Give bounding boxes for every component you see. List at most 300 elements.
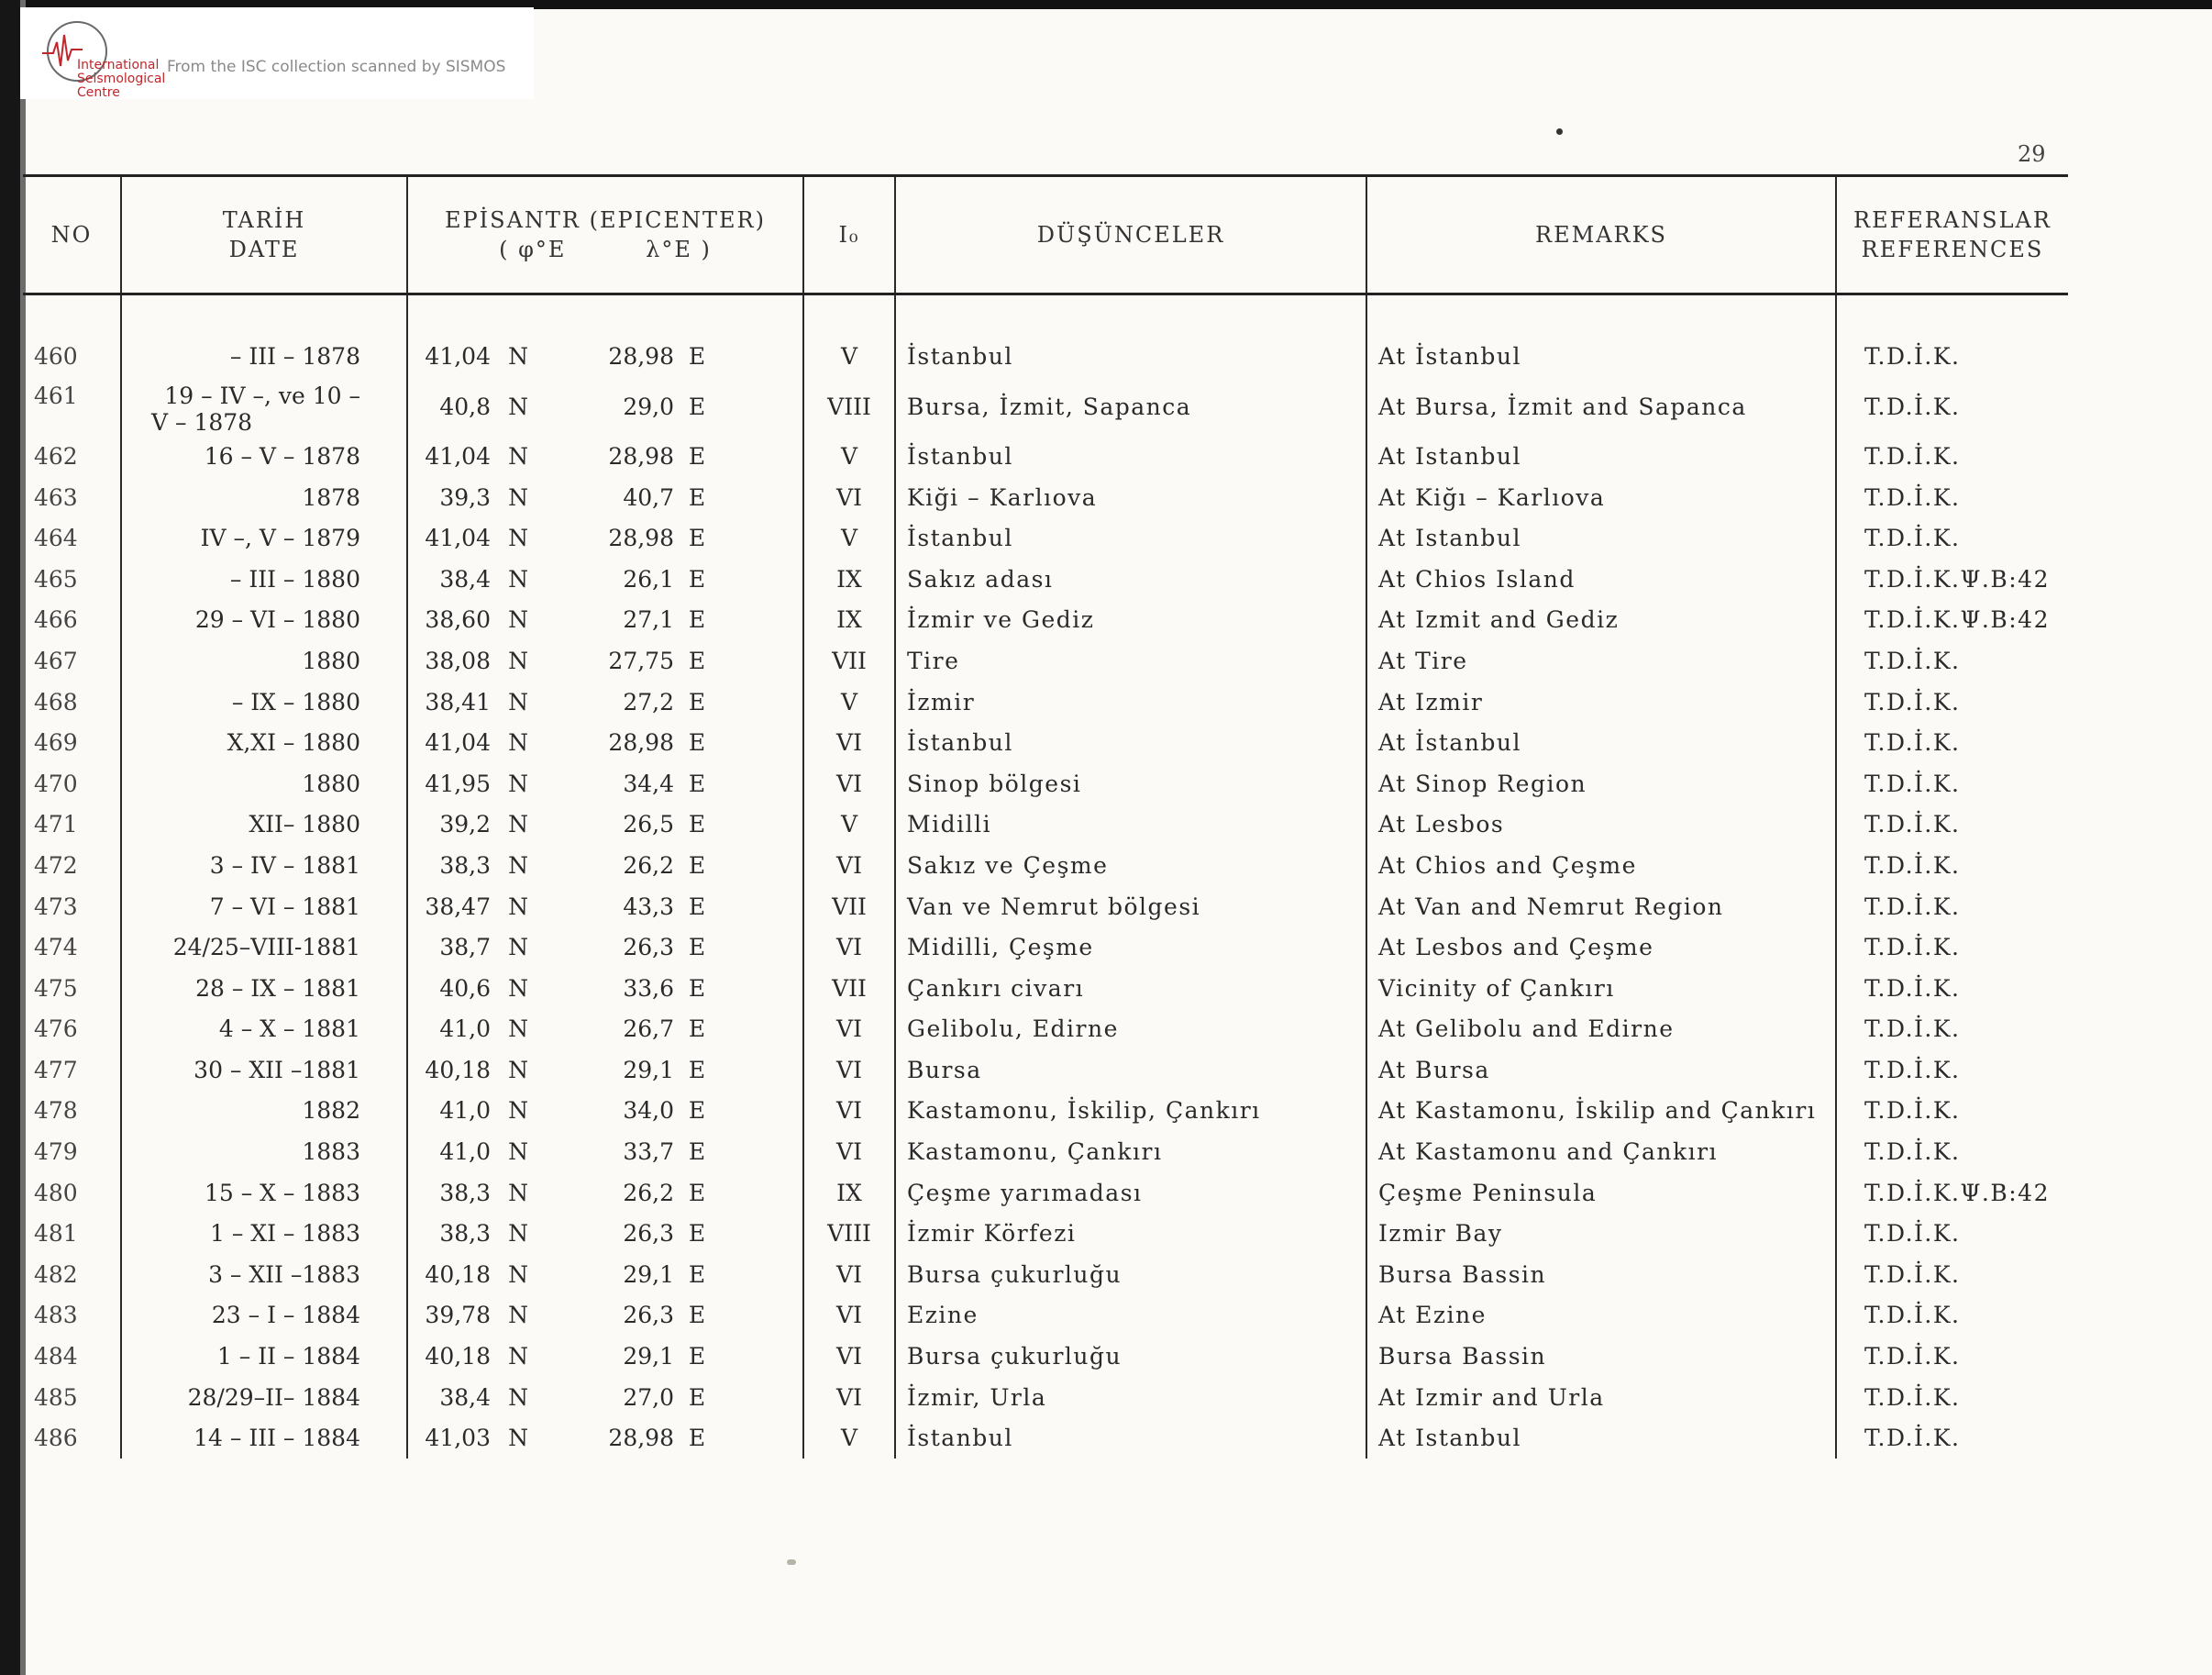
row-latitude: 38,3 [439, 1179, 491, 1206]
row-date: 15 – X – 1883 [121, 1172, 407, 1214]
row-reference: T.D.İ.K. [1836, 682, 2068, 723]
row-remark: At İstanbul [1366, 337, 1836, 378]
row-number: 485 [34, 1383, 78, 1411]
row-lon-hemisphere: E [688, 770, 706, 797]
row-longitude: 26,3 [623, 1220, 674, 1248]
row-lat-hemisphere: N [508, 606, 528, 634]
row-observation: İstanbul [895, 517, 1366, 559]
row-reference: T.D.İ.K. [1836, 804, 2068, 846]
row-lon-hemisphere: E [688, 1220, 706, 1248]
row-longitude: 28,98 [608, 525, 674, 552]
row-longitude: 33,6 [623, 974, 674, 1002]
row-number: 468 [34, 688, 78, 715]
table-row [23, 477, 2068, 518]
row-remark: Bursa Bassin [1366, 1336, 1836, 1377]
row-date: 7 – VI – 1881 [121, 886, 407, 927]
row-observation: Ezine [895, 1295, 1366, 1337]
row-longitude: 29,1 [623, 1260, 674, 1288]
row-date: XII– 1880 [121, 804, 407, 846]
row-lat-hemisphere: N [508, 1343, 528, 1370]
row-lon-hemisphere: E [688, 1097, 706, 1125]
row-remark: At Sinop Region [1366, 763, 1836, 804]
row-intensity: VI [803, 1091, 895, 1132]
row-latitude: 41,04 [425, 343, 491, 371]
row-latitude: 38,3 [439, 851, 491, 879]
row-date: 3 – IV – 1881 [121, 845, 407, 886]
row-intensity: VI [803, 722, 895, 763]
row-longitude: 26,2 [623, 1179, 674, 1206]
row-observation: Sakız adası [895, 559, 1366, 600]
row-lon-hemisphere: E [688, 729, 706, 757]
row-remark: Izmir Bay [1366, 1213, 1836, 1254]
row-lat-hemisphere: N [508, 729, 528, 757]
row-date: 29 – VI – 1880 [121, 600, 407, 641]
row-number: 460 [34, 343, 78, 371]
isc-banner [20, 7, 534, 99]
row-longitude: 29,0 [623, 393, 674, 420]
row-reference: T.D.İ.K. [1836, 763, 2068, 804]
row-observation: İzmir Körfezi [895, 1213, 1366, 1254]
row-intensity: VI [803, 1254, 895, 1295]
row-lat-hemisphere: N [508, 1383, 528, 1411]
row-intensity: V [803, 436, 895, 477]
row-epicenter [407, 682, 803, 723]
row-intensity: VI [803, 845, 895, 886]
row-observation: Bursa çukurluğu [895, 1336, 1366, 1377]
row-epicenter [407, 1009, 803, 1050]
row-date: 14 – III – 1884 [121, 1417, 407, 1459]
row-remark: At Tire [1366, 640, 1836, 682]
row-remark: At Istanbul [1366, 436, 1836, 477]
row-number: 471 [34, 811, 78, 838]
scan-left-edge [0, 0, 20, 1675]
row-number: 461 [34, 383, 78, 410]
row-intensity: V [803, 682, 895, 723]
row-longitude: 28,98 [608, 343, 674, 371]
row-date: 1878 [121, 477, 407, 518]
header-remarks: REMARKS [1366, 176, 1836, 294]
table-row [23, 640, 2068, 682]
row-reference: T.D.İ.K. [1836, 1417, 2068, 1459]
row-reference: T.D.İ.K.Ψ.B:42 [1836, 559, 2068, 600]
row-date: 1882 [121, 1091, 407, 1132]
row-latitude: 38,08 [425, 647, 491, 674]
row-lat-hemisphere: N [508, 565, 528, 593]
row-date: – III – 1878 [121, 337, 407, 378]
row-remark: At Istanbul [1366, 517, 1836, 559]
row-epicenter [407, 1254, 803, 1295]
row-lat-hemisphere: N [508, 483, 528, 511]
table-row [23, 1295, 2068, 1337]
row-lat-hemisphere: N [508, 1056, 528, 1083]
row-lon-hemisphere: E [688, 1179, 706, 1206]
header-io: I₀ [803, 176, 895, 294]
row-remark: At Gelibolu and Edirne [1366, 1009, 1836, 1050]
row-longitude: 26,5 [623, 811, 674, 838]
row-longitude: 27,0 [623, 1383, 674, 1411]
table-row [23, 1254, 2068, 1295]
row-longitude: 26,3 [623, 934, 674, 961]
header-date: TARİH DATE [121, 176, 407, 294]
row-lat-hemisphere: N [508, 1015, 528, 1043]
row-latitude: 39,78 [425, 1302, 491, 1329]
row-lon-hemisphere: E [688, 893, 706, 920]
ink-dot [1556, 128, 1563, 135]
row-longitude: 29,1 [623, 1056, 674, 1083]
row-longitude: 40,7 [623, 483, 674, 511]
row-lat-hemisphere: N [508, 525, 528, 552]
row-reference: T.D.İ.K. [1836, 640, 2068, 682]
row-number: 465 [34, 565, 78, 593]
row-number: 467 [34, 647, 78, 674]
row-epicenter [407, 640, 803, 682]
row-longitude: 26,7 [623, 1015, 674, 1043]
row-longitude: 27,1 [623, 606, 674, 634]
row-lon-hemisphere: E [688, 525, 706, 552]
row-lat-hemisphere: N [508, 770, 528, 797]
row-date: 19 – IV –, ve 10 – V – 1878 [121, 377, 407, 436]
row-epicenter [407, 600, 803, 641]
row-intensity: V [803, 517, 895, 559]
row-latitude: 41,95 [425, 770, 491, 797]
row-number: 479 [34, 1138, 78, 1166]
row-date-continued: V – 1878 [151, 409, 253, 437]
row-date: – IX – 1880 [121, 682, 407, 723]
row-latitude: 41,0 [439, 1097, 491, 1125]
row-intensity: VI [803, 1131, 895, 1172]
row-longitude: 27,75 [608, 647, 674, 674]
header-no: NO [23, 176, 121, 294]
row-number: 478 [34, 1097, 78, 1125]
row-observation: İstanbul [895, 722, 1366, 763]
row-number: 473 [34, 893, 78, 920]
row-intensity: VI [803, 477, 895, 518]
row-epicenter [407, 1172, 803, 1214]
row-epicenter [407, 477, 803, 518]
row-date: 1 – II – 1884 [121, 1336, 407, 1377]
row-latitude: 39,2 [439, 811, 491, 838]
row-lon-hemisphere: E [688, 1343, 706, 1370]
row-lon-hemisphere: E [688, 393, 706, 420]
table-row [23, 517, 2068, 559]
row-reference: T.D.İ.K. [1836, 1213, 2068, 1254]
row-longitude: 29,1 [623, 1343, 674, 1370]
row-latitude: 38,3 [439, 1220, 491, 1248]
row-epicenter [407, 845, 803, 886]
row-intensity: VIII [803, 1213, 895, 1254]
row-lat-hemisphere: N [508, 974, 528, 1002]
row-date: 1 – XI – 1883 [121, 1213, 407, 1254]
row-remark: At Kastamonu and Çankırı [1366, 1131, 1836, 1172]
row-epicenter [407, 1213, 803, 1254]
row-number: 469 [34, 729, 78, 757]
row-lon-hemisphere: E [688, 647, 706, 674]
row-latitude: 40,8 [439, 393, 491, 420]
row-remark: At Kiğı – Karlıova [1366, 477, 1836, 518]
row-remark: At Istanbul [1366, 1417, 1836, 1459]
row-epicenter [407, 1091, 803, 1132]
row-date: 1880 [121, 640, 407, 682]
row-lon-hemisphere: E [688, 974, 706, 1002]
table-row [23, 1377, 2068, 1418]
row-reference: T.D.İ.K. [1836, 337, 2068, 378]
row-reference: T.D.İ.K. [1836, 1049, 2068, 1091]
row-lat-hemisphere: N [508, 1097, 528, 1125]
table-row [23, 1417, 2068, 1459]
row-number: 475 [34, 974, 78, 1002]
row-longitude: 43,3 [623, 893, 674, 920]
row-latitude: 38,7 [439, 934, 491, 961]
row-date: 24/25–VIII-1881 [121, 926, 407, 968]
row-reference: T.D.İ.K. [1836, 1377, 2068, 1418]
row-epicenter [407, 1295, 803, 1337]
row-epicenter [407, 926, 803, 968]
row-lon-hemisphere: E [688, 1056, 706, 1083]
header-lat: ( φ°E [499, 237, 567, 262]
row-number: 484 [34, 1343, 78, 1370]
row-remark: At Bursa, İzmit and Sapanca [1366, 377, 1836, 436]
row-observation: Gelibolu, Edirne [895, 1009, 1366, 1050]
row-epicenter [407, 1377, 803, 1418]
row-observation: İzmir [895, 682, 1366, 723]
row-number: 476 [34, 1015, 78, 1043]
row-date: X,XI – 1880 [121, 722, 407, 763]
row-lat-hemisphere: N [508, 1260, 528, 1288]
row-lat-hemisphere: N [508, 647, 528, 674]
row-observation: İstanbul [895, 436, 1366, 477]
row-lon-hemisphere: E [688, 688, 706, 715]
row-observation: Midilli [895, 804, 1366, 846]
row-epicenter [407, 804, 803, 846]
table-row [23, 1009, 2068, 1050]
header-row [23, 176, 2068, 294]
row-reference: T.D.İ.K. [1836, 968, 2068, 1009]
row-lon-hemisphere: E [688, 811, 706, 838]
table-row [23, 600, 2068, 641]
row-number: 462 [34, 442, 78, 470]
row-remark: At Van and Nemrut Region [1366, 886, 1836, 927]
row-lon-hemisphere: E [688, 1260, 706, 1288]
row-latitude: 38,47 [425, 893, 491, 920]
row-lat-hemisphere: N [508, 893, 528, 920]
row-lon-hemisphere: E [688, 1425, 706, 1452]
row-lon-hemisphere: E [688, 343, 706, 371]
row-intensity: IX [803, 600, 895, 641]
row-latitude: 41,04 [425, 729, 491, 757]
row-reference: T.D.İ.K. [1836, 1295, 2068, 1337]
row-epicenter [407, 377, 803, 436]
row-epicenter [407, 886, 803, 927]
row-lon-hemisphere: E [688, 1302, 706, 1329]
row-remark: At Chios and Çeşme [1366, 845, 1836, 886]
row-latitude: 38,41 [425, 688, 491, 715]
row-lon-hemisphere: E [688, 1383, 706, 1411]
row-number: 470 [34, 770, 78, 797]
row-number: 486 [34, 1425, 78, 1452]
row-lon-hemisphere: E [688, 606, 706, 634]
row-observation: Bursa, İzmit, Sapanca [895, 377, 1366, 436]
row-remark: At Lesbos [1366, 804, 1836, 846]
row-longitude: 33,7 [623, 1138, 674, 1166]
row-intensity: VIII [803, 377, 895, 436]
row-reference: T.D.İ.K. [1836, 722, 2068, 763]
row-remark: At Lesbos and Çeşme [1366, 926, 1836, 968]
row-date: 16 – V – 1878 [121, 436, 407, 477]
row-remark: At Izmit and Gediz [1366, 600, 1836, 641]
row-lon-hemisphere: E [688, 1138, 706, 1166]
row-date: IV –, V – 1879 [121, 517, 407, 559]
row-lat-hemisphere: N [508, 442, 528, 470]
row-lat-hemisphere: N [508, 688, 528, 715]
header-references: REFERANSLAR REFERENCES [1836, 176, 2068, 294]
row-latitude: 41,04 [425, 525, 491, 552]
collection-note: From the ISC collection scanned by SISMOS [167, 58, 506, 76]
row-intensity: VI [803, 1336, 895, 1377]
row-reference: T.D.İ.K.Ψ.B:42 [1836, 1172, 2068, 1214]
row-latitude: 41,04 [425, 442, 491, 470]
row-reference: T.D.İ.K. [1836, 1091, 2068, 1132]
table-row [23, 968, 2068, 1009]
table-row [23, 559, 2068, 600]
row-observation: Midilli, Çeşme [895, 926, 1366, 968]
row-intensity: IX [803, 1172, 895, 1214]
row-reference: T.D.İ.K. [1836, 1336, 2068, 1377]
page-number: 29 [2018, 141, 2046, 167]
row-date: 30 – XII –1881 [121, 1049, 407, 1091]
row-date: 28 – IX – 1881 [121, 968, 407, 1009]
row-reference: T.D.İ.K. [1836, 845, 2068, 886]
row-number: 464 [34, 525, 78, 552]
row-number: 483 [34, 1302, 78, 1329]
row-epicenter [407, 1131, 803, 1172]
row-intensity: VI [803, 1377, 895, 1418]
isc-logo-text: International Seismological Centre [77, 58, 166, 100]
row-number: 466 [34, 606, 78, 634]
row-longitude: 28,98 [608, 442, 674, 470]
row-epicenter [407, 1049, 803, 1091]
row-intensity: VI [803, 926, 895, 968]
row-latitude: 38,60 [425, 606, 491, 634]
table-row [23, 1336, 2068, 1377]
row-reference: T.D.İ.K. [1836, 1131, 2068, 1172]
row-latitude: 40,18 [425, 1056, 491, 1083]
row-lat-hemisphere: N [508, 851, 528, 879]
row-remark: At Bursa [1366, 1049, 1836, 1091]
row-observation: Sinop bölgesi [895, 763, 1366, 804]
row-number: 482 [34, 1260, 78, 1288]
row-number: 472 [34, 851, 78, 879]
row-longitude: 34,4 [623, 770, 674, 797]
row-number: 474 [34, 934, 78, 961]
row-date: – III – 1880 [121, 559, 407, 600]
row-remark: Bursa Bassin [1366, 1254, 1836, 1295]
row-epicenter [407, 559, 803, 600]
table-row [23, 1091, 2068, 1132]
table-row [23, 804, 2068, 846]
row-date: 3 – XII –1883 [121, 1254, 407, 1295]
row-latitude: 41,03 [425, 1425, 491, 1452]
row-observation: İstanbul [895, 337, 1366, 378]
table-row [23, 682, 2068, 723]
spacer-row [23, 294, 2068, 337]
row-lat-hemisphere: N [508, 1179, 528, 1206]
table-row [23, 1172, 2068, 1214]
table-row [23, 1131, 2068, 1172]
row-epicenter [407, 337, 803, 378]
table-row [23, 722, 2068, 763]
row-epicenter [407, 1417, 803, 1459]
row-lon-hemisphere: E [688, 565, 706, 593]
row-longitude: 28,98 [608, 1425, 674, 1452]
row-intensity: VI [803, 1295, 895, 1337]
row-latitude: 41,0 [439, 1015, 491, 1043]
row-intensity: V [803, 804, 895, 846]
row-observation: Bursa çukurluğu [895, 1254, 1366, 1295]
row-intensity: IX [803, 559, 895, 600]
row-lon-hemisphere: E [688, 1015, 706, 1043]
header-observations: DÜŞÜNCELER [895, 176, 1366, 294]
row-reference: T.D.İ.K. [1836, 477, 2068, 518]
row-number: 481 [34, 1220, 78, 1248]
row-observation: Bursa [895, 1049, 1366, 1091]
table-row [23, 1049, 2068, 1091]
row-date: 1880 [121, 763, 407, 804]
row-longitude: 26,1 [623, 565, 674, 593]
row-observation: Kastamonu, İskilip, Çankırı [895, 1091, 1366, 1132]
header-lon: λ°E ) [646, 237, 712, 262]
row-remark: Vicinity of Çankırı [1366, 968, 1836, 1009]
earthquake-table [23, 174, 2068, 1459]
row-latitude: 40,6 [439, 974, 491, 1002]
row-lat-hemisphere: N [508, 1220, 528, 1248]
row-remark: At Kastamonu, İskilip and Çankırı [1366, 1091, 1836, 1132]
row-reference: T.D.İ.K. [1836, 377, 2068, 436]
row-observation: Van ve Nemrut bölgesi [895, 886, 1366, 927]
row-lat-hemisphere: N [508, 343, 528, 371]
row-reference: T.D.İ.K. [1836, 1009, 2068, 1050]
table-row [23, 377, 2068, 436]
row-reference: T.D.İ.K. [1836, 886, 2068, 927]
row-epicenter [407, 722, 803, 763]
row-observation: Kastamonu, Çankırı [895, 1131, 1366, 1172]
row-epicenter [407, 763, 803, 804]
table-row [23, 436, 2068, 477]
row-observation: İstanbul [895, 1417, 1366, 1459]
row-remark: At Chios Island [1366, 559, 1836, 600]
row-epicenter [407, 517, 803, 559]
row-latitude: 38,4 [439, 1383, 491, 1411]
row-intensity: V [803, 337, 895, 378]
row-intensity: VI [803, 1049, 895, 1091]
row-reference: T.D.İ.K. [1836, 436, 2068, 477]
row-longitude: 26,2 [623, 851, 674, 879]
row-observation: Tire [895, 640, 1366, 682]
ink-speck [787, 1559, 796, 1565]
row-remark: At Izmir and Urla [1366, 1377, 1836, 1418]
row-observation: Kiği – Karlıova [895, 477, 1366, 518]
row-latitude: 41,0 [439, 1138, 491, 1166]
row-longitude: 34,0 [623, 1097, 674, 1125]
header-epicenter: EPİSANTR (EPICENTER) ( φ°E λ°E ) [407, 176, 803, 294]
row-observation: Sakız ve Çeşme [895, 845, 1366, 886]
row-number: 463 [34, 483, 78, 511]
row-latitude: 39,3 [439, 483, 491, 511]
table-row [23, 886, 2068, 927]
row-observation: Çeşme yarımadası [895, 1172, 1366, 1214]
row-longitude: 28,98 [608, 729, 674, 757]
row-date: 1883 [121, 1131, 407, 1172]
row-remark: At Ezine [1366, 1295, 1836, 1337]
